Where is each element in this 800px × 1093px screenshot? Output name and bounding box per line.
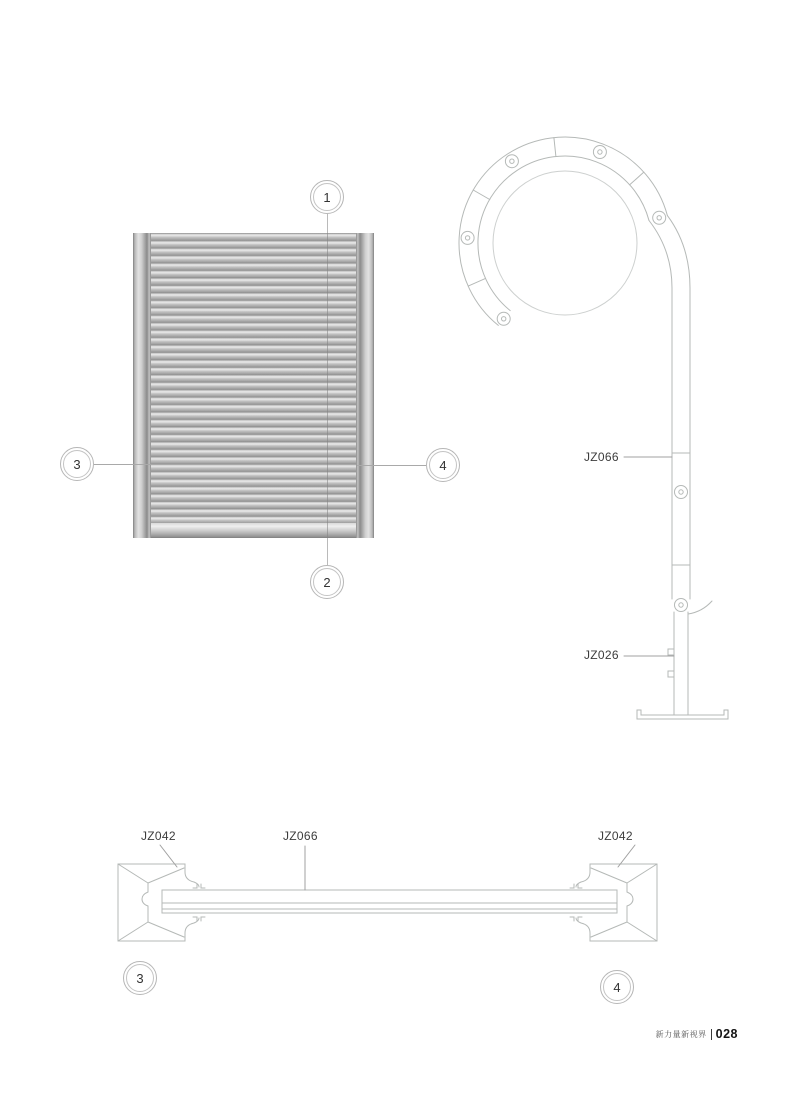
page-footer — [656, 1026, 738, 1042]
callout-3-bottom-number: 3 — [126, 964, 154, 992]
slat-bar-outline — [162, 890, 617, 913]
callout-4 — [426, 448, 460, 482]
curtain-slat-dividers — [672, 453, 690, 565]
shutter-elevation-figure — [0, 0, 470, 620]
page-number: 028 — [715, 1027, 738, 1041]
label-jz066-roller: JZ066 — [584, 450, 619, 464]
bottom-bar-profile — [674, 612, 688, 715]
horizontal-section-drawing — [108, 820, 668, 1020]
panel-right-rail — [356, 233, 374, 538]
section-line-left — [94, 464, 151, 465]
sill-plate — [637, 710, 728, 719]
shutter-panel-image — [133, 233, 374, 538]
footer-slogan: 新力量新视界 — [655, 1029, 707, 1039]
coil-inner-edge — [478, 156, 649, 311]
coil-interlock-curls — [461, 146, 666, 326]
panel-bottom-bar — [151, 523, 356, 538]
callout-4-number: 4 — [429, 451, 457, 479]
footer-divider — [711, 1029, 712, 1040]
callout-4-bottom-number: 4 — [603, 973, 631, 1001]
callout-4-bottom — [600, 970, 634, 1004]
callout-3-number: 3 — [63, 450, 91, 478]
callout-1 — [310, 180, 344, 214]
panel-slats — [151, 233, 356, 523]
section-line-right — [357, 465, 426, 466]
curtain-inner-edge — [649, 221, 672, 600]
curtain-interlock-curls — [675, 486, 688, 612]
callout-2-number: 2 — [313, 568, 341, 596]
callout-1-number: 1 — [313, 183, 341, 211]
panel-left-rail — [133, 233, 151, 538]
coil-slat-dividers — [468, 138, 644, 287]
callout-2 — [310, 565, 344, 599]
bottom-bar-flick — [688, 601, 712, 614]
label-jz026: JZ026 — [584, 648, 619, 662]
section-line-vertical — [327, 214, 328, 565]
label-jz042-left: JZ042 — [141, 829, 176, 843]
label-jz066-bottom: JZ066 — [283, 829, 318, 843]
label-jz042-right: JZ042 — [598, 829, 633, 843]
callout-3-bottom — [123, 961, 157, 995]
slat-bar-inner-lines — [162, 903, 617, 909]
callout-3 — [60, 447, 94, 481]
roller-drum-circle — [493, 171, 637, 315]
bottom-bar-hooks — [668, 649, 674, 677]
